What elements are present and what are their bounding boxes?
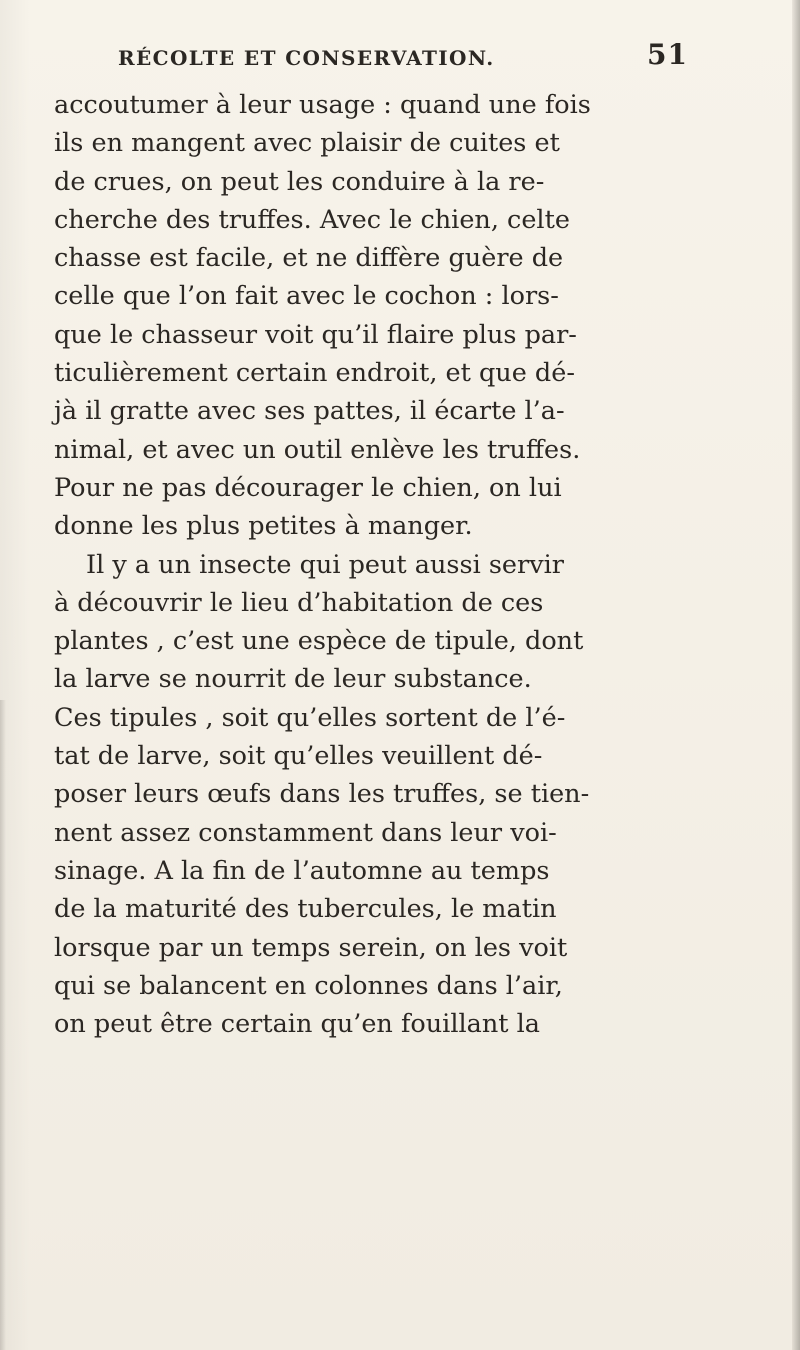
text-line: la larve se nourrit de leur substance. xyxy=(54,664,532,695)
paragraph-start-line: Il y a un insecte qui peut aussi servir xyxy=(86,549,564,580)
text-line: jà il gratte avec ses pattes, il écarte l’a- xyxy=(54,396,565,427)
text-line: poser leurs œufs dans les truffes, se tien- xyxy=(54,779,590,810)
text-line: de la maturité des tubercules, le matin xyxy=(54,894,557,925)
text-line: qui se balancent en colonnes dans l’air, xyxy=(54,970,563,1001)
text-line: lorsque par un temps serein, on les voit xyxy=(54,932,568,963)
text-line: à découvrir le lieu d’habitation de ces xyxy=(54,587,544,618)
text-line: on peut être certain qu’en fouillant la xyxy=(54,1009,540,1040)
page-header xyxy=(118,38,688,82)
text-line: ticulièrement certain endroit, et que dé- xyxy=(54,358,575,389)
text-line: tat de larve, soit qu’elles veuillent dé- xyxy=(54,741,543,772)
text-line: plantes , c’est une espèce de tipule, dont xyxy=(54,626,584,657)
text-line: cherche des truffes. Avec le chien, celte xyxy=(54,204,570,235)
page-number: 51 xyxy=(647,38,688,71)
text-line: Ces tipules , soit qu’elles sortent de l’é- xyxy=(54,702,566,733)
page-edge-shadow xyxy=(792,0,800,1350)
text-line: sinage. A la fin de l’automne au temps xyxy=(54,855,550,886)
text-line: accoutumer à leur usage : quand une fois xyxy=(54,90,591,120)
binding-shadow xyxy=(0,700,6,1350)
text-line: Pour ne pas décourager le chien, on lui xyxy=(54,472,562,503)
text-line: nent assez constamment dans leur voi- xyxy=(54,817,557,848)
text-line: de crues, on peut les conduire à la re- xyxy=(54,166,545,197)
text-line: nimal, et avec un outil enlève les truffes. xyxy=(54,434,581,465)
text-line: ils en mangent avec plaisir de cuites et xyxy=(54,128,560,159)
running-head: RÉCOLTE ET CONSERVATION. xyxy=(118,46,495,70)
body-text xyxy=(54,86,626,1043)
text-line: chasse est facile, et ne diffère guère de xyxy=(54,243,564,274)
text-line: celle que l’on fait avec le cochon : lors- xyxy=(54,281,559,312)
text-line: que le chasseur voit qu’il flaire plus par- xyxy=(54,319,577,350)
paragraph-end-line: donne les plus petites à manger. xyxy=(54,511,473,542)
